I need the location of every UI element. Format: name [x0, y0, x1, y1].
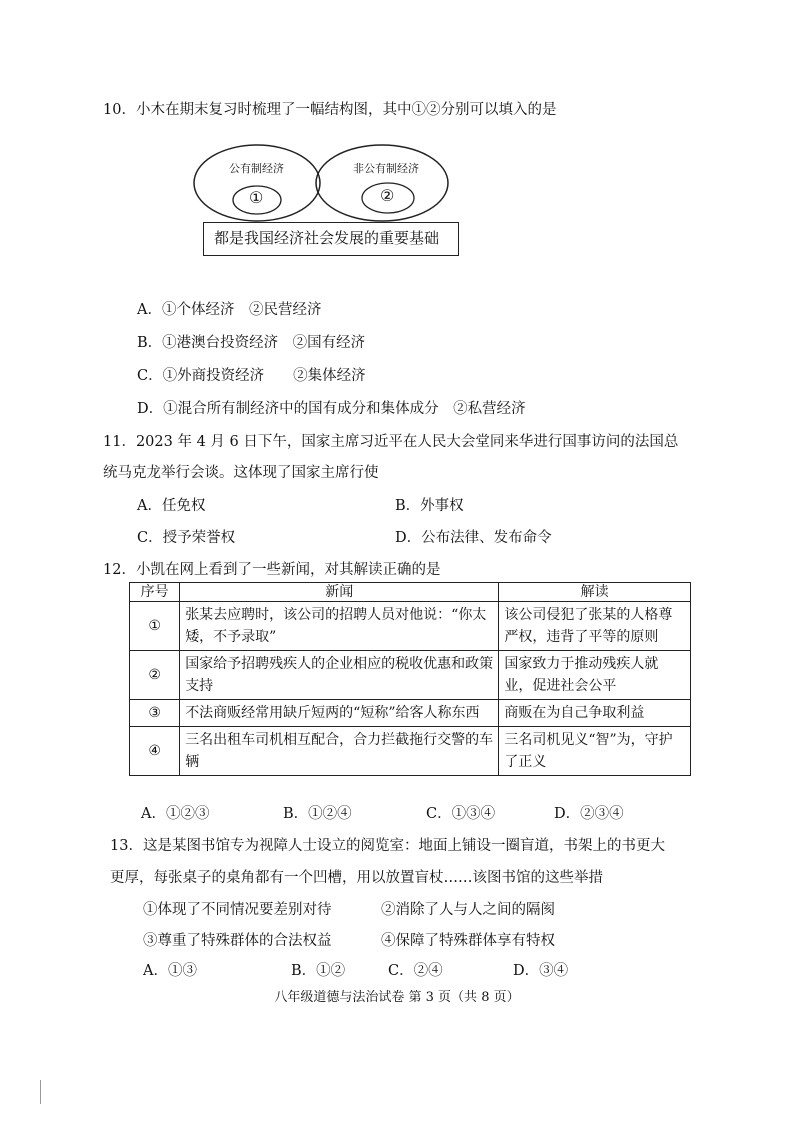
table-row [130, 727, 691, 776]
row-reading: 国家致力于推动残疾人就业，促进社会公平 [499, 651, 691, 700]
q13-stem-line2: 更厚，每张桌子的桌角都有一个凹槽，用以放置盲杖……该图书馆的这些举措 [110, 870, 603, 886]
q12-option-b: B．①②④ [283, 806, 352, 822]
row-index: ③ [130, 700, 180, 727]
q11-option-b: B．外事权 [395, 498, 464, 514]
row-news: 国家给予招聘残疾人的企业相应的税收优惠和政策支持 [180, 651, 499, 700]
public-economy-label: 公有制经济 [229, 162, 284, 175]
q12-option-d: D．②③④ [554, 806, 624, 822]
q11-stem-line2: 统马克龙举行会谈。这体现了国家主席行使 [103, 465, 379, 481]
row-news: 三名出租车司机相互配合，合力拦截拖行交警的车辆 [180, 727, 499, 776]
margin-mark [40, 1080, 41, 1104]
q13-statement-3: ③尊重了特殊群体的合法权益 [143, 933, 332, 949]
row-index: ① [130, 602, 180, 651]
q10-option-b: B．①港澳台投资经济 ②国有经济 [137, 335, 366, 351]
q13-option-a: A．①③ [143, 963, 197, 979]
q13-option-c: C．②④ [388, 963, 443, 979]
news-table [129, 582, 691, 776]
row-news: 张某去应聘时，该公司的招聘人员对他说：“你太矮，不予录取” [180, 602, 499, 651]
row-reading: 三名司机见义“智”为，守护了正义 [499, 727, 691, 776]
foundation-box: 都是我国经济社会发展的重要基础 [203, 222, 459, 256]
row-reading: 商贩在为自己争取利益 [499, 700, 691, 727]
q11-option-a: A．任免权 [137, 498, 206, 514]
q10-option-a: A．①个体经济 ②民营经济 [137, 302, 322, 318]
q11-option-c: C．授予荣誉权 [137, 530, 236, 546]
q11-stem-line1: 11．2023 年 4 月 6 日下午，国家主席习近平在人民大会堂同来华进行国事访问的法国总 [103, 434, 679, 450]
q10-stem: 10．小木在期末复习时梳理了一幅结构图，其中①②分别可以填入的是 [103, 102, 557, 118]
row-news: 不法商贩经常用缺斤短两的“短称”给客人称东西 [180, 700, 499, 727]
q12-stem: 12．小凯在网上看到了一些新闻，对其解读正确的是 [103, 562, 441, 578]
table-row [130, 651, 691, 700]
table-header-row [130, 583, 691, 602]
slot-1: ① [249, 188, 264, 207]
q13-option-d: D．③④ [513, 963, 569, 979]
q13-stem-line1: 13．这是某图书馆专为视障人士设立的阅览室：地面上铺设一圈盲道，书架上的书更大 [110, 838, 665, 854]
row-reading: 该公司侵犯了张某的人格尊严权，违背了平等的原则 [499, 602, 691, 651]
header-news: 新闻 [180, 583, 499, 602]
non-public-economy-label: 非公有制经济 [353, 162, 419, 175]
public-economy-ellipse [194, 145, 320, 221]
q13-statement-2: ②消除了人与人之间的隔阂 [381, 902, 555, 918]
q12-option-a: A．①②③ [141, 806, 210, 822]
q13-statement-1: ①体现了不同情况要差别对待 [143, 902, 332, 918]
row-index: ② [130, 651, 180, 700]
q12-option-c: C．①③④ [426, 806, 496, 822]
q11-option-d: D．公布法律、发布命令 [395, 530, 552, 546]
q13-statement-4: ④保障了特殊群体享有特权 [381, 933, 555, 949]
header-index: 序号 [130, 583, 180, 602]
q13-option-b: B．①② [291, 963, 346, 979]
table-row [130, 700, 691, 727]
header-reading: 解读 [499, 583, 691, 602]
page-footer: 八年级道德与法治试卷 第 3 页（共 8 页） [274, 990, 520, 1005]
slot-2: ② [380, 186, 395, 205]
q10-structure-diagram [185, 138, 475, 263]
row-index: ④ [130, 727, 180, 776]
q10-option-c: C．①外商投资经济 ②集体经济 [137, 368, 366, 384]
q10-option-d: D．①混合所有制经济中的国有成分和集体成分 ②私营经济 [137, 401, 526, 417]
table-row [130, 602, 691, 651]
